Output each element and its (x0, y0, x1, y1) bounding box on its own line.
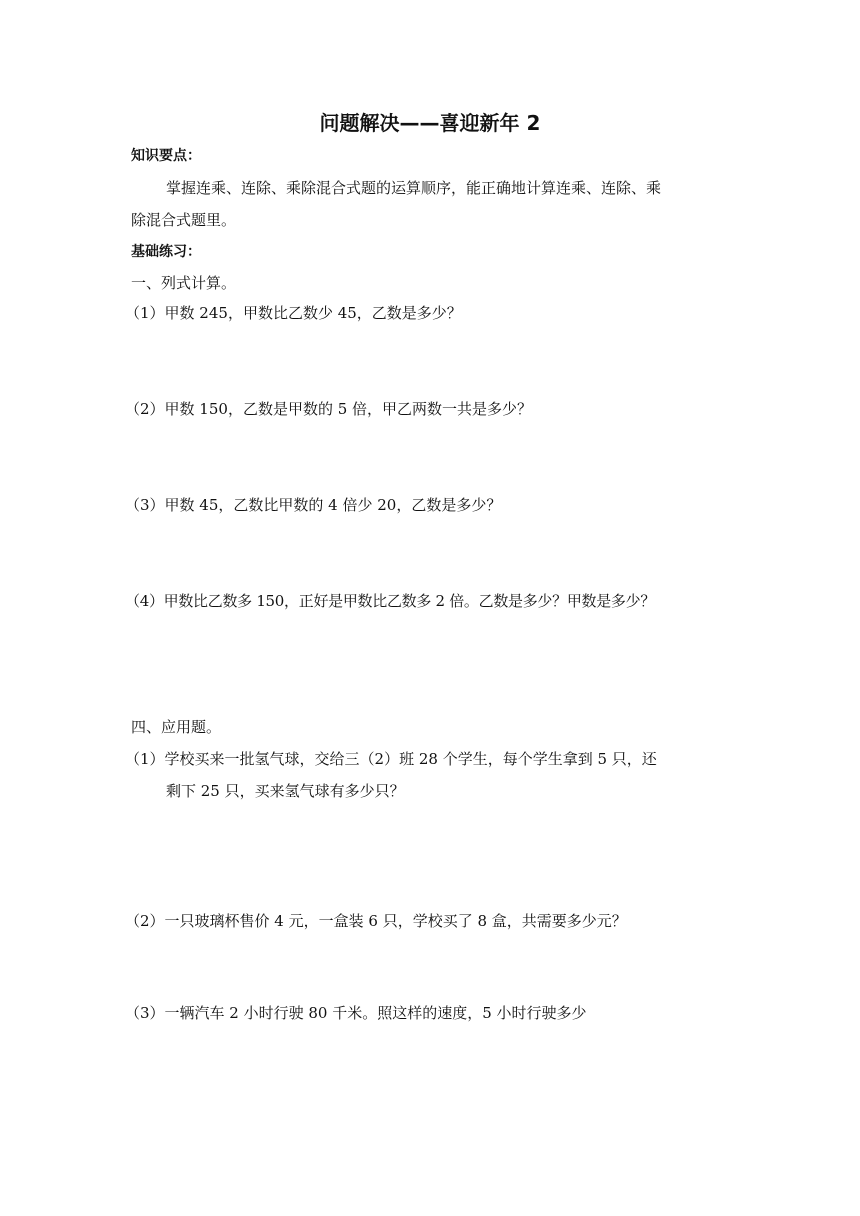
basic-question-3: （3）甲数 45，乙数比甲数的 4 倍少 20，乙数是多少？ (125, 496, 502, 514)
knowledge-heading: 知识要点： (131, 148, 201, 164)
applied-question-2: （2）一只玻璃杯售价 4 元，一盒装 6 只，学校买了 8 盒，共需要多少元？ (125, 912, 627, 930)
basic-question-1: （1）甲数 245，甲数比乙数少 45，乙数是多少？ (125, 304, 462, 322)
section-one-heading: 一、列式计算。 (131, 274, 237, 292)
page-title: 问题解决——喜迎新年 2 (319, 111, 541, 135)
applied-section-heading: 四、应用题。 (131, 718, 222, 736)
knowledge-text-line-1: 掌握连乘、连除、乘除混合式题的运算顺序，能正确地计算连乘、连除、乘 (166, 179, 662, 197)
applied-question-1-line-1: （1）学校买来一批氢气球，交给三（2）班 28 个学生，每个学生拿到 5 只，还 (125, 750, 657, 768)
basic-question-4: （4）甲数比乙数多 150，正好是甲数比乙数多 2 倍。乙数是多少？甲数是多少？ (125, 592, 656, 610)
basic-practice-heading: 基础练习： (131, 244, 201, 260)
knowledge-text-line-2: 除混合式题里。 (131, 211, 237, 229)
applied-question-3: （3）一辆汽车 2 小时行驶 80 千米。照这样的速度，5 小时行驶多少 (125, 1004, 587, 1022)
basic-question-2: （2）甲数 150，乙数是甲数的 5 倍，甲乙两数一共是多少？ (125, 400, 533, 418)
applied-question-1-line-2: 剩下 25 只，买来氢气球有多少只？ (166, 782, 405, 800)
